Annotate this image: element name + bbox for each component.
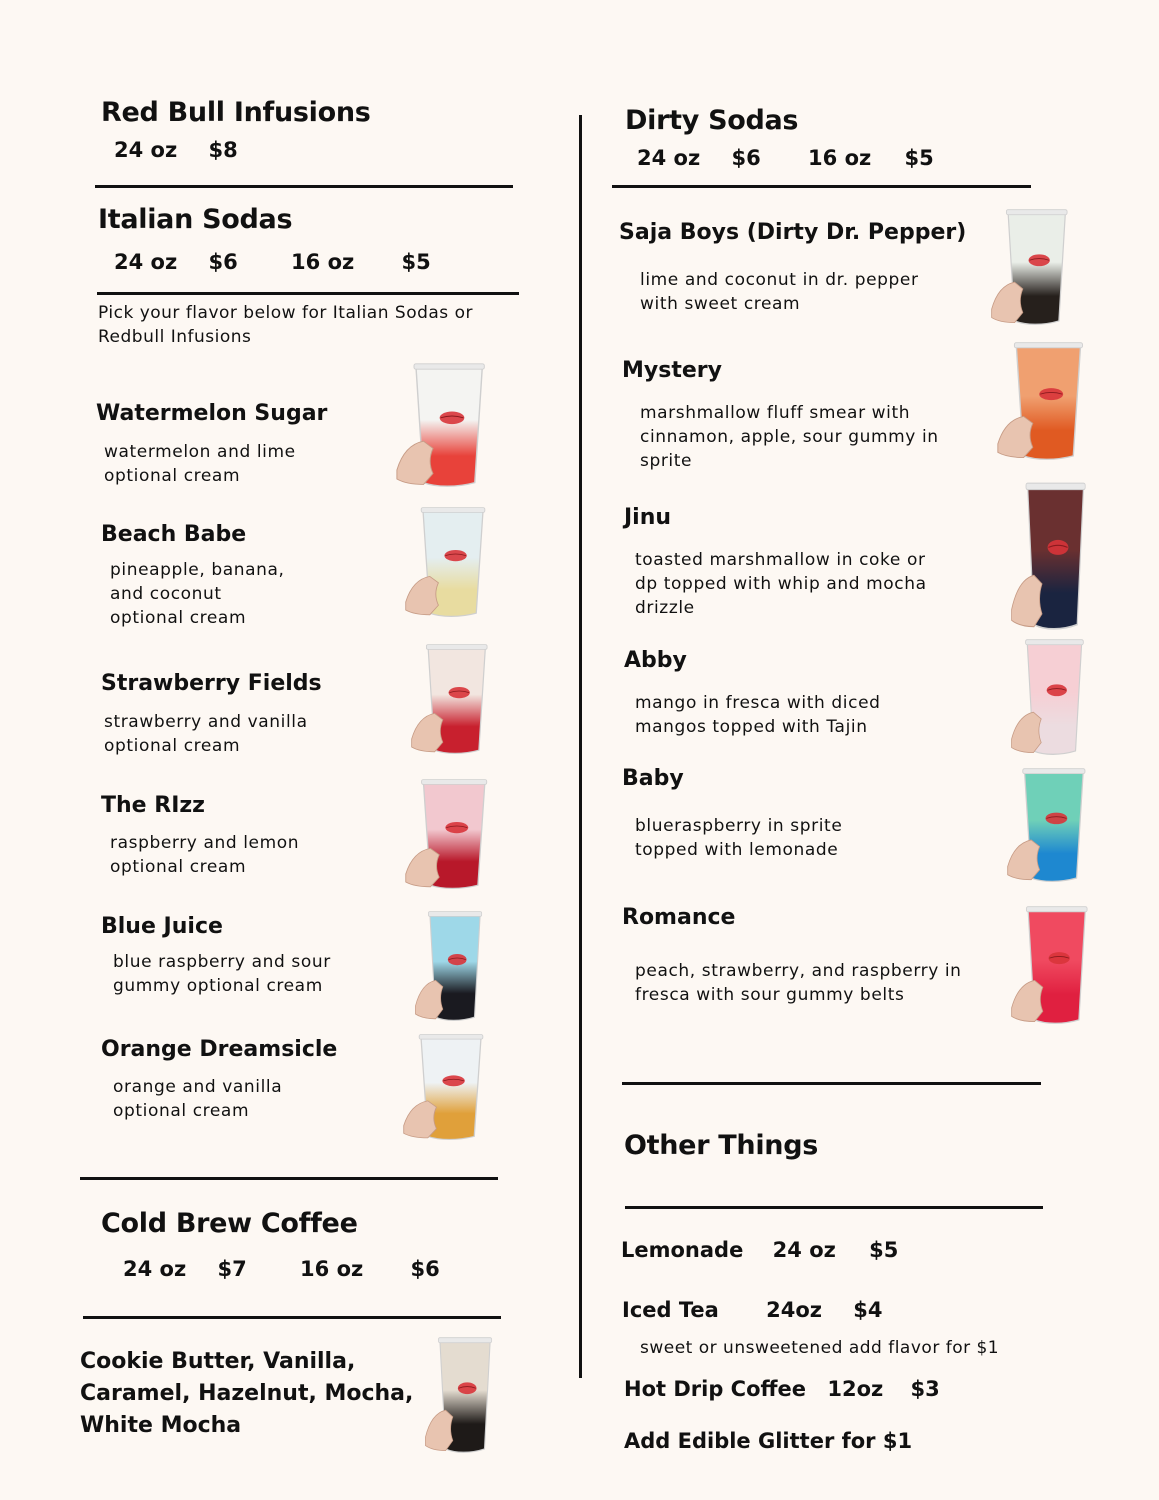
flavor-name: Beach Babe <box>101 522 247 547</box>
divider <box>97 292 519 295</box>
icedtea-size: 24oz <box>766 1298 822 1322</box>
dirty-item-desc: blueraspberry in sprite topped with lemonade <box>635 816 843 860</box>
divider <box>612 185 1031 188</box>
hotdrip-name: Hot Drip Coffee <box>624 1377 807 1401</box>
dirty-item-desc: mango in fresca with diced mangos topped with Tajin <box>635 693 881 737</box>
drink-saja-boys-image <box>990 208 1072 326</box>
drink-romance-image <box>1010 905 1092 1025</box>
hotdrip-row <box>624 1377 940 1401</box>
coldbrew-price-row <box>123 1257 440 1281</box>
redbull-size: 24 oz <box>114 138 178 162</box>
drink-beach-babe-image <box>404 506 490 618</box>
italian-price-16: $5 <box>401 250 431 274</box>
divider <box>625 1206 1043 1209</box>
drink-watermelon-image <box>395 362 490 488</box>
lemonade-price: $5 <box>869 1238 899 1262</box>
icedtea-row <box>622 1298 883 1322</box>
flavor-desc: strawberry and vanilla optional cream <box>104 712 308 756</box>
dirty-item-name: Mystery <box>622 358 722 383</box>
drink-abby-image <box>1010 638 1088 756</box>
dirty-item-desc: lime and coconut in dr. pepper with sweet cream <box>640 270 919 314</box>
flavor-name: Blue Juice <box>101 914 223 939</box>
hotdrip-size: 12oz <box>827 1377 884 1401</box>
drink-blue-juice-image <box>414 910 486 1022</box>
redbull-title: Red Bull Infusions <box>101 97 371 128</box>
flavor-desc: orange and vanilla optional cream <box>113 1077 283 1121</box>
drink-strawberry-image <box>410 643 492 755</box>
flavor-desc: blue raspberry and sour gummy optional cream <box>113 952 331 996</box>
redbull-price-row <box>114 138 238 162</box>
coldbrew-price-16: $6 <box>410 1257 440 1281</box>
dirty-title: Dirty Sodas <box>625 105 799 136</box>
divider <box>95 185 513 188</box>
italian-price-24: $6 <box>208 250 238 274</box>
flavor-desc-line: and coconut <box>110 584 222 604</box>
drink-coldbrew-image <box>424 1336 496 1454</box>
divider <box>80 1177 498 1180</box>
coldbrew-title: Cold Brew Coffee <box>101 1208 358 1239</box>
dirty-price-row <box>637 146 934 170</box>
coldbrew-price-24: $7 <box>217 1257 247 1281</box>
divider <box>622 1082 1041 1085</box>
flavor-desc-line: optional cream <box>110 608 247 628</box>
flavor-name: Strawberry Fields <box>101 671 322 696</box>
italian-price-row <box>114 250 431 274</box>
drink-rizz-image <box>404 778 492 890</box>
flavor-name: Orange Dreamsicle <box>101 1037 338 1062</box>
column-divider <box>579 115 582 1378</box>
drink-jinu-image <box>1010 481 1090 631</box>
dirty-item-desc: toasted marshmallow in coke or dp topped with whip and mocha drizzle <box>635 550 927 618</box>
dirty-item-name: Baby <box>622 766 684 791</box>
lemonade-row <box>621 1238 898 1262</box>
dirty-price-24: $6 <box>731 146 761 170</box>
dirty-item-desc: marshmallow fluff smear with cinnamon, apple, sour gummy in sprite <box>640 403 939 471</box>
icedtea-price: $4 <box>853 1298 883 1322</box>
italian-title: Italian Sodas <box>98 204 293 235</box>
flavor-name: The RIzz <box>101 793 205 818</box>
dirty-item-name: Abby <box>624 648 687 673</box>
coldbrew-size-16: 16 oz <box>300 1257 364 1281</box>
dirty-size-16: 16 oz <box>808 146 872 170</box>
dirty-item-name: Romance <box>622 905 736 930</box>
flavor-desc: watermelon and lime optional cream <box>104 442 296 486</box>
other-title: Other Things <box>624 1130 819 1161</box>
divider <box>83 1316 501 1319</box>
flavor-name: Watermelon Sugar <box>96 401 328 426</box>
flavor-desc-line: pineapple, banana, <box>110 560 285 580</box>
glitter-addon: Add Edible Glitter for $1 <box>624 1429 913 1453</box>
italian-size-24: 24 oz <box>114 250 178 274</box>
drink-mystery-image <box>996 341 1088 461</box>
redbull-price: $8 <box>208 138 238 162</box>
hotdrip-price: $3 <box>910 1377 940 1401</box>
dirty-item-name: Saja Boys (Dirty Dr. Pepper) <box>619 220 967 245</box>
dirty-item-name: Jinu <box>624 505 672 530</box>
coldbrew-flavors: Cookie Butter, Vanilla, Caramel, Hazelnut, Mocha, White Mocha <box>80 1349 414 1438</box>
drink-baby-image <box>1006 767 1090 883</box>
flavor-desc: raspberry and lemon optional cream <box>110 833 300 877</box>
italian-size-16: 16 oz <box>291 250 355 274</box>
lemonade-size: 24 oz <box>772 1238 836 1262</box>
dirty-price-16: $5 <box>904 146 934 170</box>
dirty-size-24: 24 oz <box>637 146 701 170</box>
icedtea-name: Iced Tea <box>622 1298 719 1322</box>
lemonade-name: Lemonade <box>621 1238 744 1262</box>
dirty-item-desc: peach, strawberry, and raspberry in fresca with sour gummy belts <box>635 961 962 1005</box>
drink-orange-image <box>402 1033 488 1141</box>
italian-note: Pick your flavor below for Italian Sodas or Redbull Infusions <box>98 303 473 347</box>
coldbrew-size-24: 24 oz <box>123 1257 187 1281</box>
icedtea-note: sweet or unsweetened add flavor for $1 <box>640 1338 1000 1358</box>
